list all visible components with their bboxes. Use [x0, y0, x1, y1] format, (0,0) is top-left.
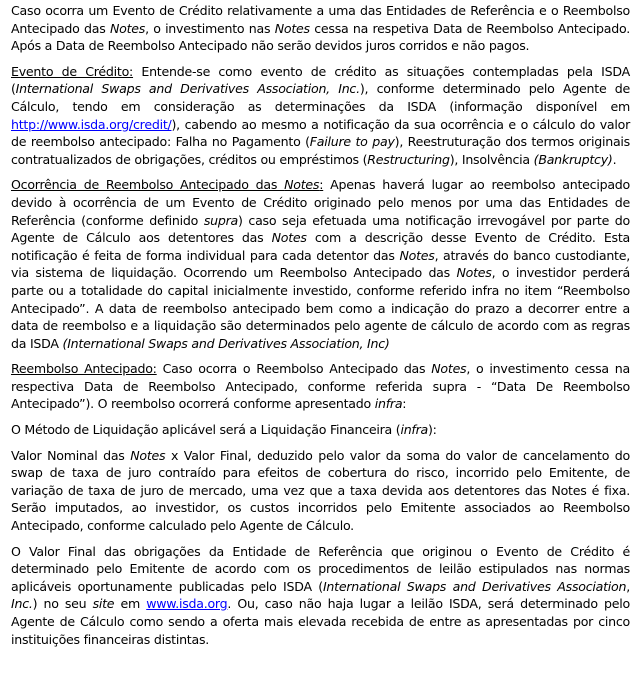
section-heading: Ocorrência de Reembolso Antecipado das [11, 177, 285, 193]
section-heading: Notes [284, 177, 320, 193]
paragraph-final-value [11, 543, 630, 649]
body-text: Caso ocorra o Reembolso Antecipado das [156, 361, 432, 377]
body-text: Caso ocorra um Evento de Crédito relativamente a uma das Entidades de Referência e o Reembolso Antecipado das [11, 3, 630, 36]
italic-text: Notes [271, 230, 307, 246]
body-text: ), Reestruturação dos termos originais contratualizados de obrigações, créditos ou empréstimos ( [11, 134, 630, 167]
body-text: ), cabendo ao mesmo a notificação da sua ocorrência e o cálculo do valor de reembolso antecipado: Falha no Pagamento ( [11, 116, 630, 150]
italic-text: Failure to pay [309, 134, 395, 150]
body-text: ): [428, 422, 437, 438]
paragraph-credit-event-definition [11, 63, 630, 169]
body-text: com a descrição desse Evento de Crédito. Esta notificação é feita de forma individual para cada detentor das [11, 230, 630, 263]
body-text: , através do banco custodiante, via sistema de liquidação. Ocorrendo um Reembolso Antecipado das [11, 247, 630, 281]
body-text: x Valor Final, deduzido pelo valor da soma do valor de cancelamento do swap de taxa de juro contraído para efeitos de cobertura do risco, incorrido pelo Emitente, de variação de taxa de juro de mercado, uma vez que a taxa devida aos detentores das Notes é fixa. Serão imputados, ao investidor, os custos incorridos pelo Emitente associados ao Reembolso Antecipado, conforme calculado pelo Agente de Cálculo. [11, 447, 631, 534]
italic-text: Notes [399, 247, 435, 263]
paragraph-nominal-value-formula [11, 447, 630, 535]
body-text: , [626, 578, 630, 594]
body-text: , o investidor perderá parte ou a totalidade do capital inicialmente investido, conforme referido infra no item “Reembolso Antecipado”. A data de reembolso antecipado bem como a indicação do prazo a decorrer entre a data de reembolso e a liquidação são determinados pelo agente de cálculo de acordo com as regras da ISDA [11, 265, 630, 351]
body-text: . [612, 151, 617, 167]
section-heading: Reembolso Antecipado: [11, 361, 157, 377]
italic-text: Notes [456, 265, 492, 281]
body-text: O Método de Liquidação aplicável será a Liquidação Financeira ( [11, 422, 401, 438]
italic-text: infra [374, 396, 403, 412]
body-text: em [114, 596, 147, 612]
section-heading: : [319, 177, 324, 193]
italic-text: International Swaps and Derivatives Association [322, 578, 627, 594]
body-text: O Valor Final das obrigações da Entidade de Referência que originou o Evento de Crédito é determinado pelo Emitente de acordo com os procedimentos de leilão estipulados nas normas aplicáveis oportunamente publicadas pelo ISDA ( [11, 543, 630, 594]
body-text: ) caso seja efetuada uma notificação irrevogável por parte do Agente de Cálculo aos detentores das [11, 212, 630, 246]
section-heading: Evento de Crédito: [11, 63, 134, 79]
paragraph-early-redemption-occurrence [11, 176, 630, 352]
body-text: Apenas haverá lugar ao reembolso antecipado devido à ocorrência de um Evento de Crédito originado pelo menos por uma das Entidades de Referência (conforme definido [11, 177, 630, 228]
italic-text: infra [400, 422, 429, 438]
body-text: ), conforme determinado pelo Agente de Cálculo, tendo em consideração as determinações da ISDA (informação disponível em [11, 81, 631, 114]
italic-text: Notes [109, 20, 146, 36]
body-text: Entende-se como evento de crédito as situações contempladas pela ISDA ( [11, 63, 630, 97]
paragraph-early-redemption [11, 360, 630, 413]
body-text: ) no seu [32, 596, 93, 612]
paragraph-credit-event-intro [11, 2, 630, 55]
body-text: , o investimento nas [145, 20, 275, 36]
italic-text: Notes [431, 361, 467, 377]
italic-text: (International Swaps and Derivatives Association, Inc) [62, 335, 390, 351]
italic-text: site [92, 596, 115, 612]
body-text: cessa na respetiva Data de Reembolso Antecipado. Após a Data de Reembolso Antecipado não serão devidos juros corridos e não pagos. [11, 20, 630, 54]
italic-text: (Bankruptcy) [533, 151, 613, 167]
italic-text: Inc. [11, 596, 33, 612]
italic-text: Notes [130, 447, 166, 463]
hyperlink[interactable]: www.isda.org [146, 596, 228, 612]
paragraph-settlement-method [11, 421, 630, 439]
hyperlink[interactable]: http://www.isda.org/credit/ [11, 116, 172, 132]
body-text: . Ou, caso não haja lugar a leilão ISDA, será determinado pelo Agente de Cálculo como sendo a oferta mais elevada recebida de entre as apresentadas por cinco instituições financeiras distintas. [11, 596, 631, 647]
italic-text: supra [203, 212, 238, 228]
body-text: , o investimento cessa na respectiva Data de Reembolso Antecipado, conforme referida supra - “Data De Reembolso Antecipado”). O reembolso ocorrerá conforme apresentado [11, 361, 630, 412]
body-text: ), Insolvência [449, 151, 534, 167]
italic-text: International Swaps and Derivatives Association, Inc. [15, 81, 360, 97]
italic-text: Notes [274, 20, 310, 36]
body-text: : [402, 396, 407, 412]
body-text: Valor Nominal das [11, 447, 131, 463]
italic-text: Restructuring [367, 151, 450, 167]
